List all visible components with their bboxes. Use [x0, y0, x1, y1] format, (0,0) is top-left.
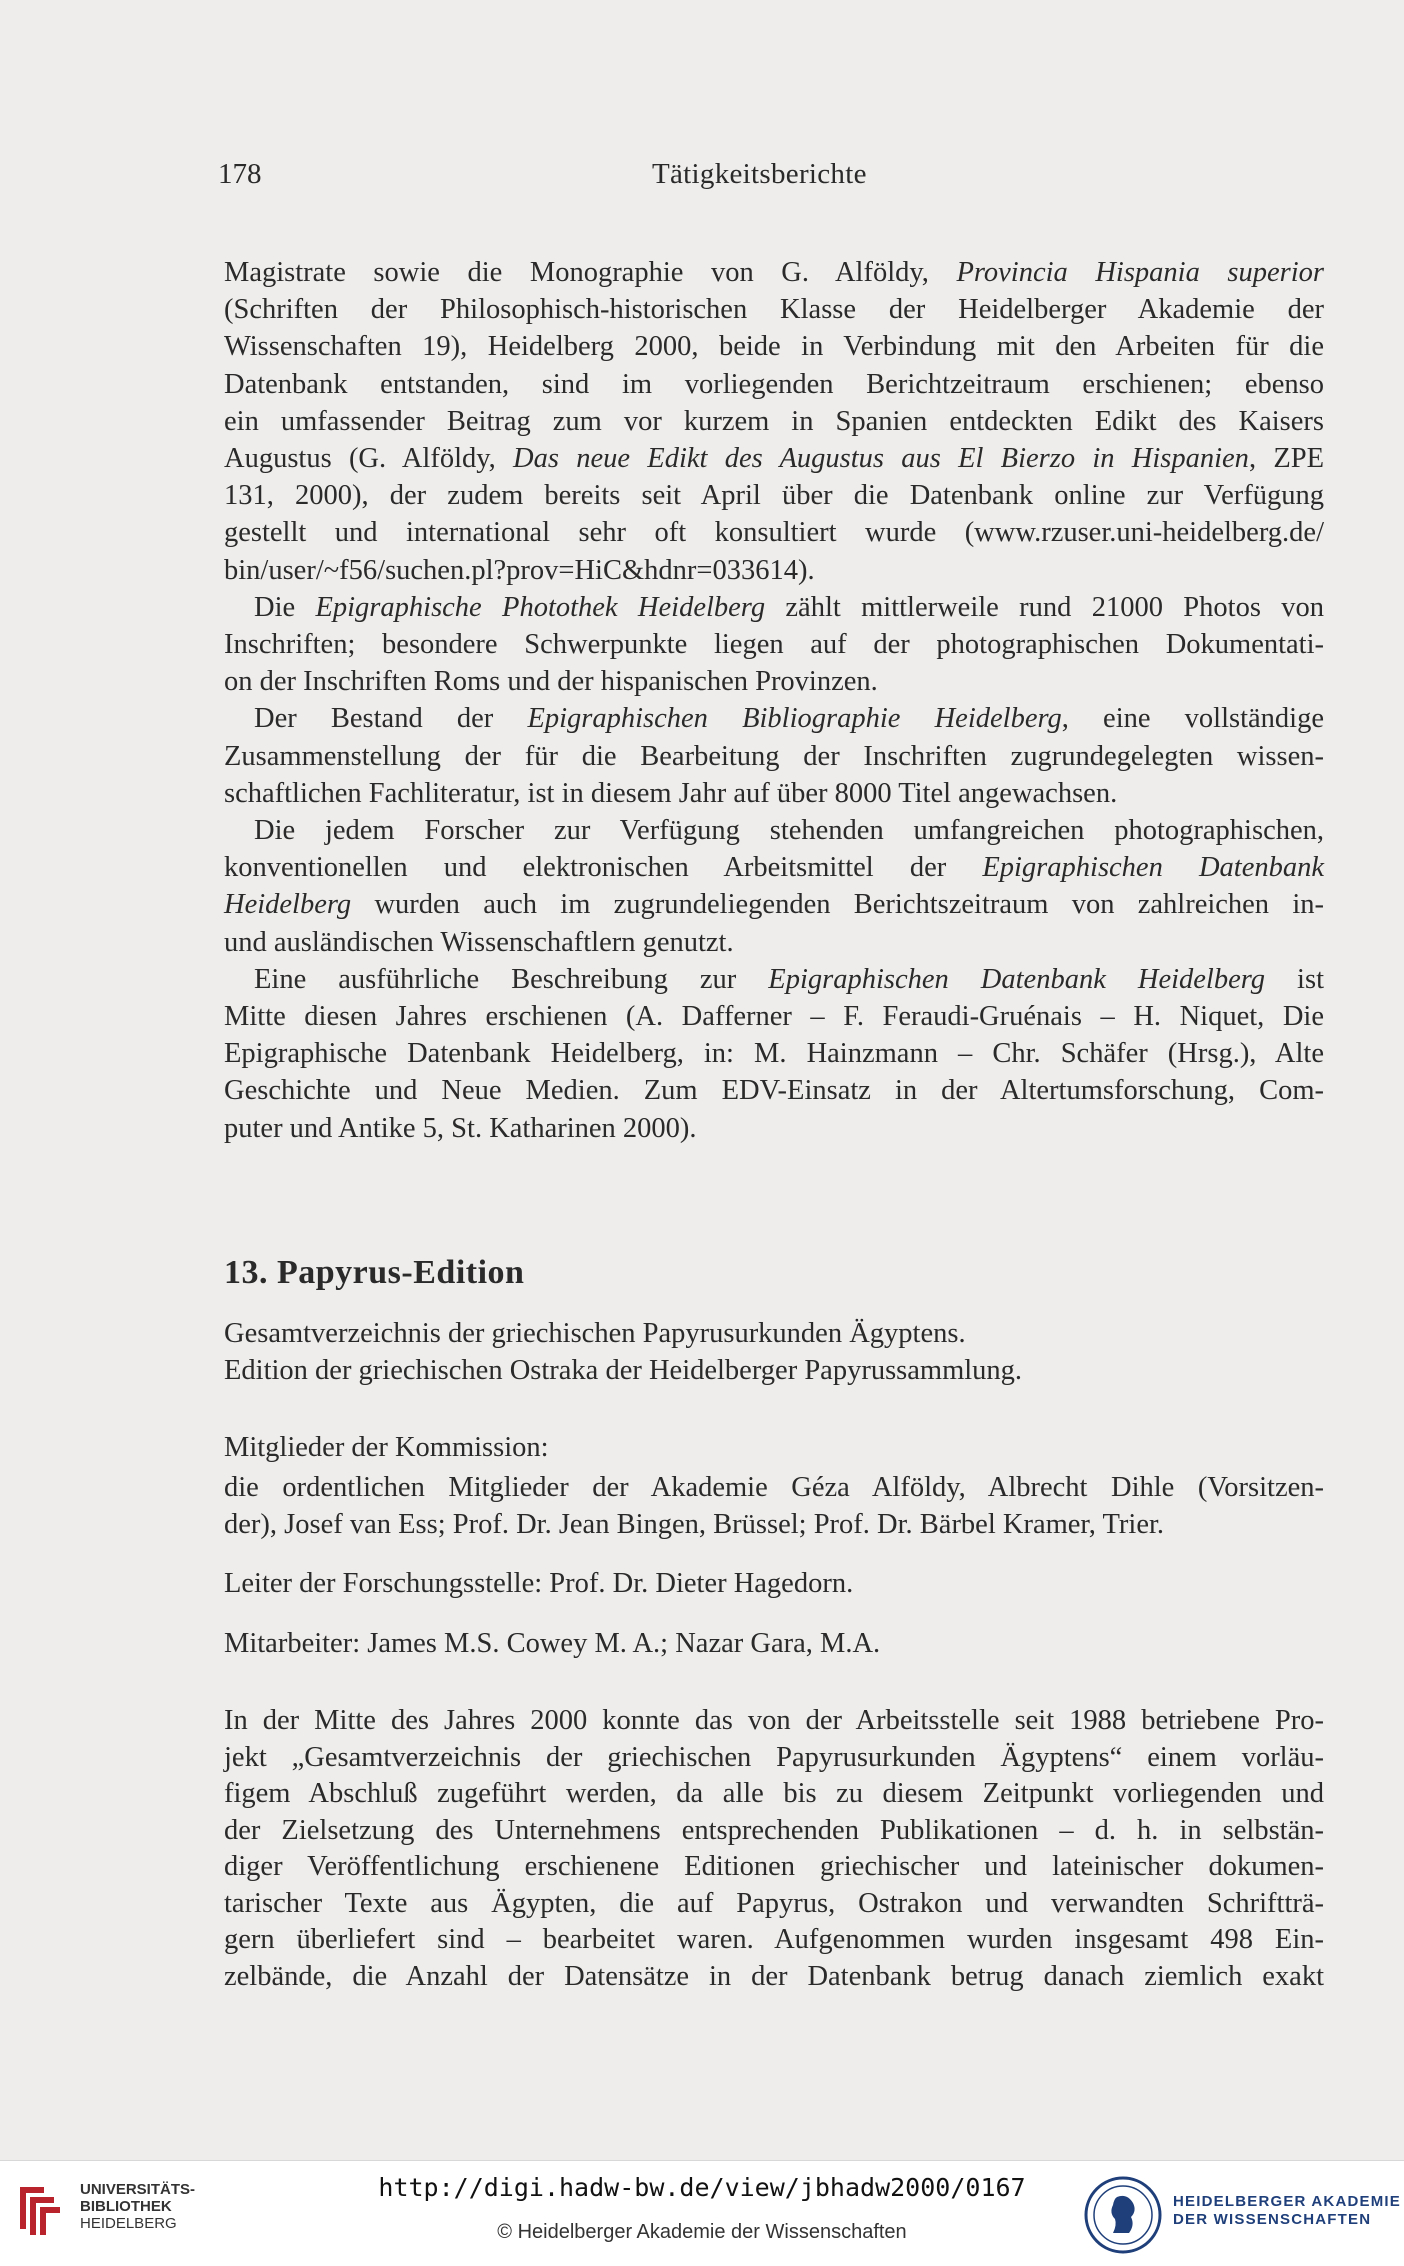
text-line: on der Inschriften Roms und der hispanischen Provinzen. [224, 666, 878, 698]
section-heading: 13. Papyrus-Edition [224, 1254, 525, 1291]
text-line: Wissenschaften 19), Heidelberg 2000, beide in Verbindung mit den Arbeiten für die [224, 331, 1324, 363]
members-label: Mitglieder der Kommission: [224, 1432, 549, 1463]
footer-bar [0, 2160, 1404, 2266]
text-line: In der Mitte des Jahres 2000 konnte das von der Arbeitsstelle seit 1988 betriebene Pro- [224, 1705, 1324, 1736]
text-line: Die Epigraphische Photothek Heidelberg zählt mittlerweile rund 21000 Photos von [254, 591, 1324, 623]
library-name: UNIVERSITÄTS- BIBLIOTHEK HEIDELBERG [80, 2181, 196, 2232]
text-line: gestellt und international sehr oft konsultiert wurde (www.rzuser.uni-heidelberg.de/ [224, 517, 1324, 549]
text-line: bin/user/~f56/suchen.pl?prov=HiC&hdnr=033614). [224, 554, 815, 586]
text-line: die ordentlichen Mitglieder der Akademie Géza Alföldy, Albrecht Dihle (Vorsitzen- [224, 1472, 1324, 1503]
text-line: der), Josef van Ess; Prof. Dr. Jean Bingen, Brüssel; Prof. Dr. Bärbel Kramer, Trier. [224, 1509, 1165, 1541]
source-url-link[interactable]: http://digi.hadw-bw.de/view/jbhadw2000/0167 [378, 2173, 1026, 2202]
text-line: Inschriften; besondere Schwerpunkte liegen auf der photographischen Dokumentati- [224, 629, 1324, 661]
leiter-line: Leiter der Forschungsstelle: Prof. Dr. Dieter Hagedorn. [224, 1568, 854, 1599]
academy-name: HEIDELBERGER AKADEMIE DER WISSENSCHAFTEN [1173, 2193, 1401, 2228]
text-line: und ausländischen Wissenschaftlern genutzt. [224, 926, 734, 958]
text-line: (Schriften der Philosophisch-historischen Klasse der Heidelberger Akademie der [224, 294, 1324, 326]
text-line: Datenbank entstanden, sind im vorliegenden Berichtzeitraum erschienen; ebenso [224, 368, 1324, 400]
text-line: puter und Antike 5, St. Katharinen 2000). [224, 1112, 697, 1144]
text-line: diger Veröffentlichung erschienene Editionen griechischer und lateinischer dokumen- [224, 1851, 1324, 1882]
paragraph [224, 254, 1324, 589]
text-line: jekt „Gesamtverzeichnis der griechischen Papyrusurkunden Ägyptens“ einem vorläu- [224, 1741, 1324, 1773]
text-line: Geschichte und Neue Medien. Zum EDV-Einsatz in der Altertumsforschung, Com- [224, 1075, 1324, 1107]
page-number: 178 [218, 158, 262, 190]
text-line: tarischer Texte aus Ägypten, die auf Papyrus, Ostrakon und verwandten Schriftträ- [224, 1887, 1324, 1919]
academy-seal-icon [1083, 2175, 1163, 2255]
text-line: figem Abschluß zugeführt werden, da alle bis zu diesem Zeitpunkt vorliegenden und [224, 1778, 1324, 1809]
text-line: 131, 2000), der zudem bereits seit April über die Datenbank online zur Verfügung [224, 480, 1324, 512]
text-line: Die jedem Forscher zur Verfügung stehenden umfangreichen photographischen, [254, 815, 1324, 847]
text-line: Eine ausführliche Beschreibung zur Epigraphischen Datenbank Heidelberg ist [254, 963, 1324, 995]
text-line: gern überliefert sind – bearbeitet waren. Aufgenommen wurden insgesamt 498 Ein- [224, 1924, 1324, 1955]
mitarbeiter-line: Mitarbeiter: James M.S. Cowey M. A.; Nazar Gara, M.A. [224, 1628, 881, 1659]
paragraph [224, 812, 1324, 961]
project-title-1: Gesamtverzeichnis der griechischen Papyrusurkunden Ägyptens. [224, 1318, 966, 1349]
text-line: der Zielsetzung des Unternehmens entsprechenden Publikationen – d. h. in selbstän- [224, 1814, 1324, 1846]
text-line: schaftlichen Fachliteratur, ist in diesem Jahr auf über 8000 Titel angewachsen. [224, 777, 1118, 809]
text-line: Magistrate sowie die Monographie von G. Alföldy, Provincia Hispania superior [224, 257, 1324, 288]
text-line: ein umfassender Beitrag zum vor kurzem in Spanien entdeckten Edikt des Kaisers [224, 405, 1324, 437]
members-text [224, 1469, 1324, 1543]
text-line: zelbände, die Anzahl der Datensätze in der Datenbank betrug danach ziemlich exakt [224, 1960, 1324, 1992]
paragraph [224, 589, 1324, 701]
paragraph [224, 961, 1324, 1147]
project-title-2: Edition der griechischen Ostraka der Heidelberger Papyrussammlung. [224, 1355, 1023, 1386]
copyright-notice: © Heidelberger Akademie der Wissenschaften [497, 2221, 907, 2243]
section-body-paragraph [224, 1703, 1324, 1995]
body-text-block-1 [224, 254, 1324, 1147]
text-line: konventionellen und elektronischen Arbeitsmittel der Epigraphischen Datenbank [224, 852, 1325, 884]
text-line: Augustus (G. Alföldy, Das neue Edikt des Augustus aus El Bierzo in Hispanien, ZPE [224, 443, 1324, 475]
paragraph [224, 700, 1324, 812]
running-title: Tätigkeitsberichte [652, 158, 867, 190]
text-line: Heidelberg wurden auch im zugrundeliegenden Berichtszeitraum von zahlreichen in- [224, 889, 1324, 921]
text-line: Zusammenstellung der für die Bearbeitung der Inschriften zugrundegelegten wissen- [224, 740, 1324, 772]
text-line: Mitte diesen Jahres erschienen (A. Dafferner – F. Feraudi-Gruénais – H. Niquet, Die [224, 1001, 1324, 1033]
text-line: Der Bestand der Epigraphischen Bibliographie Heidelberg, eine vollständige [254, 703, 1324, 735]
text-line: Epigraphische Datenbank Heidelberg, in: M. Hainzmann – Chr. Schäfer (Hrsg.), Alte [224, 1038, 1324, 1070]
